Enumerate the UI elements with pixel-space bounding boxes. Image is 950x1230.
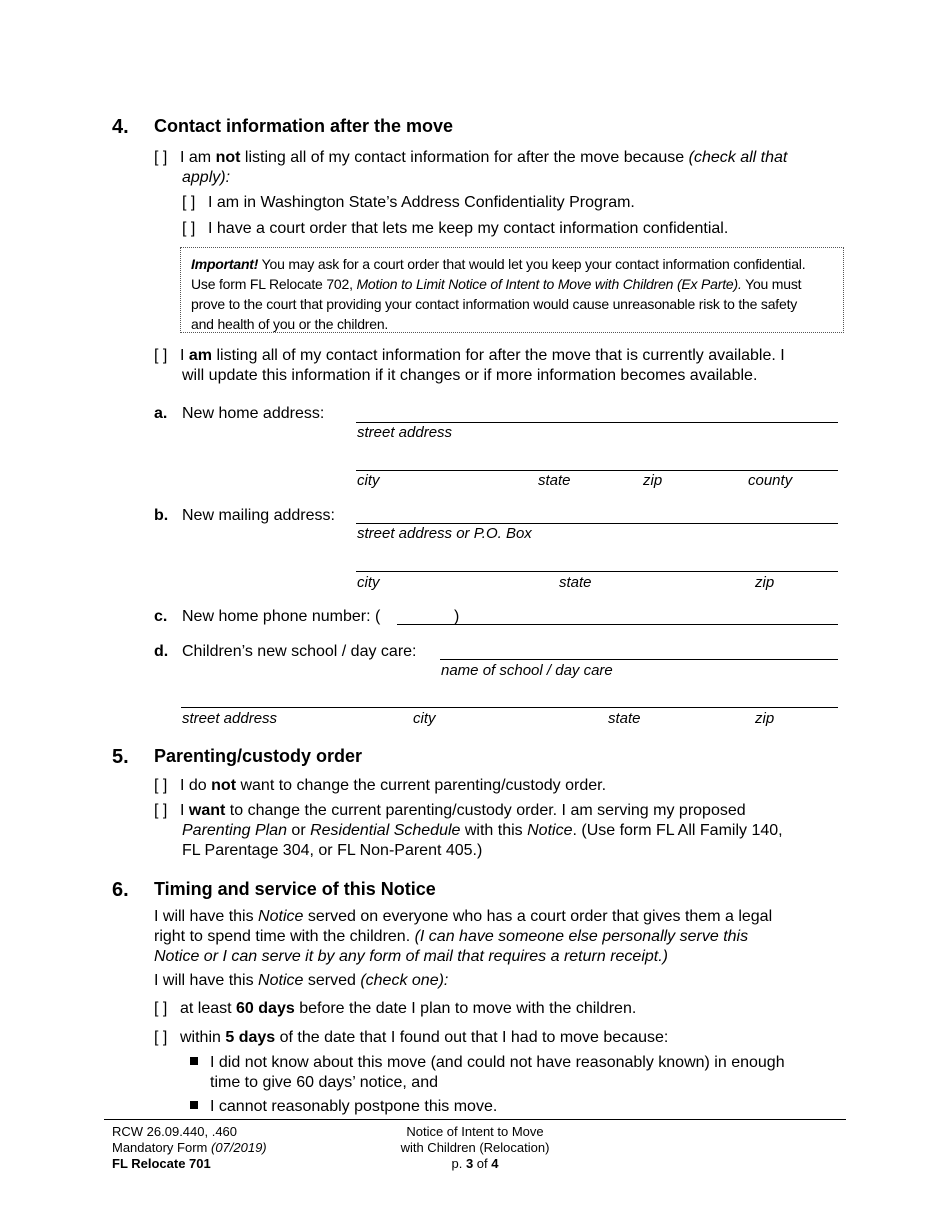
checkbox-5-days[interactable]: [ ] [154,1029,168,1046]
no-change-option: [ ] I do not want to change the current parenting/custody order. [154,777,607,794]
childrens-school-label: Children’s new school / day care: [182,643,417,660]
school-street-caption: street address [182,710,278,727]
footer-left [112,1124,267,1172]
school-city-caption: city [413,710,436,727]
checkbox-listing[interactable]: [ ] [154,347,168,364]
not-listing-option-wrap: apply): [182,169,231,186]
school-address-field[interactable] [181,707,838,708]
timing-paragraph-line1: I will have this Notice served on everyone who has a court order that gives them a legal [154,908,773,925]
school-state-caption: state [608,710,641,727]
school-name-caption: name of school / day care [441,662,613,679]
item-d-letter: d. [154,643,169,660]
not-listing-option: [ ] I am not listing all of my contact information for after the move because (check all that [154,149,788,166]
mailing-street-caption: street address or P.O. Box [357,525,532,542]
checkbox-acp[interactable]: [ ] [182,194,196,211]
school-zip-caption: zip [755,710,775,727]
footer-title-1: Notice of Intent to Move [406,1124,544,1139]
home-phone-field[interactable] [397,624,838,625]
bullet-icon [190,1101,198,1109]
section-6-title: Timing and service of this Notice [154,879,436,899]
bullet-icon [190,1057,198,1065]
footer-divider [104,1119,846,1120]
item-a-letter: a. [154,405,168,422]
checkbox-not-listing[interactable]: [ ] [154,149,168,166]
home-zip-caption: zip [643,472,663,489]
footer-page-number: p. 3 of 4 [451,1156,499,1171]
sixty-days-option: [ ] at least 60 days before the date I plan to move with the children. [154,1000,637,1017]
checkbox-court-order[interactable]: [ ] [182,220,196,237]
school-name-field[interactable] [440,659,838,660]
court-order-option: [ ] I have a court order that lets me keep my contact information confidential. [182,220,729,237]
bullet-item-1-wrap: time to give 60 days’ notice, and [210,1074,438,1091]
change-option-line3: FL Parentage 304, or FL Non-Parent 405.) [182,842,483,859]
mailing-city-state-zip-field[interactable] [356,571,838,572]
mailing-city-caption: city [357,574,380,591]
checkbox-no-change[interactable]: [ ] [154,777,168,794]
bullet-item-2: I cannot reasonably postpone this move. [190,1097,497,1117]
home-city-caption: city [357,472,380,489]
listing-option: [ ] I am listing all of my contact information for after the move that is currently available. I [154,347,785,364]
phone-close-paren: ) [454,608,460,625]
section-6-number: 6. [112,879,129,901]
item-c-letter: c. [154,608,168,625]
home-city-state-zip-field[interactable] [356,470,838,471]
footer-mandatory: Mandatory Form (07/2019) [112,1140,267,1155]
new-home-address-label: New home address: [182,405,325,422]
home-street-caption: street address [357,424,453,441]
new-mailing-address-label: New mailing address: [182,507,335,524]
acp-option: [ ] I am in Washington State’s Address Confidentiality Program. [182,194,635,211]
checkbox-60-days[interactable]: [ ] [154,1000,168,1017]
new-home-phone-label: New home phone number: ( [182,608,381,625]
check-one-instruction: I will have this Notice served (check one): [154,972,449,989]
listing-option-wrap: will update this information if it changes or if more information becomes available. [182,367,758,384]
change-option: [ ] I want to change the current parenting/custody order. I am serving my proposed [154,802,746,819]
footer-center [375,1124,575,1172]
mailing-state-caption: state [559,574,592,591]
checkbox-change[interactable]: [ ] [154,802,168,819]
footer-title-2: with Children (Relocation) [400,1140,550,1155]
section-4-title: Contact information after the move [154,116,454,136]
mailing-street-field[interactable] [356,523,838,524]
change-option-line2: Parenting Plan or Residential Schedule with this Notice. (Use form FL All Family 140, [182,822,783,839]
timing-paragraph-line2: right to spend time with the children. (I can have someone else personally serve this [154,928,749,945]
item-b-letter: b. [154,507,169,524]
home-county-caption: county [748,472,793,489]
home-state-caption: state [538,472,571,489]
section-4-number: 4. [112,116,129,138]
timing-paragraph-line3: Notice or I can serve it by any form of mail that requires a return receipt.) [154,948,668,965]
five-days-option: [ ] within 5 days of the date that I found out that I had to move because: [154,1029,669,1046]
home-street-field[interactable] [356,422,838,423]
footer-rcw: RCW 26.09.440, .460 [112,1124,238,1139]
important-notice-box: Important! You may ask for a court order that would let you keep your contact information confidential. Use form FL Relocate 702, Motion to Limit Notice of Intent to Move with Children (Ex Parte). You must prove to the court that providing your contact information would cause unreasonable risk to the safety and health of you or the children. [180,247,844,333]
footer-form-number: FL Relocate 701 [112,1156,211,1171]
section-5-title: Parenting/custody order [154,746,363,766]
mailing-zip-caption: zip [755,574,775,591]
section-5-number: 5. [112,746,129,768]
bullet-item-1: I did not know about this move (and could not have reasonably known) in enough [190,1053,785,1073]
